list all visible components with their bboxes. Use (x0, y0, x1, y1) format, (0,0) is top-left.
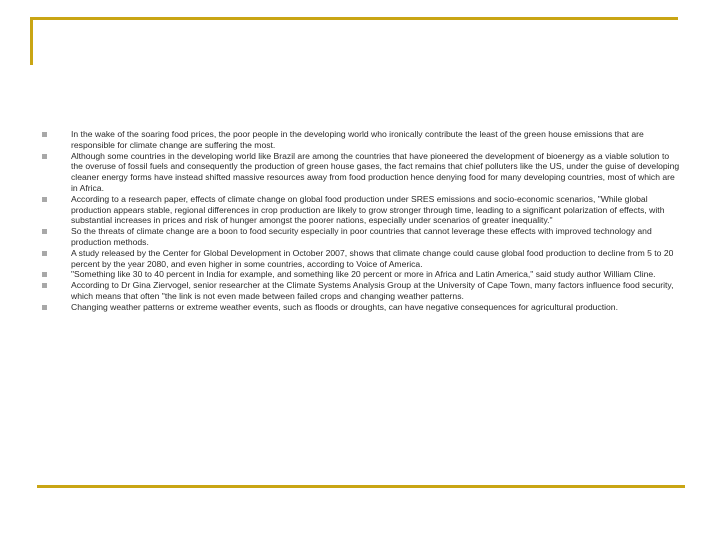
bullet-item-7 (40, 280, 690, 302)
square-bullet-icon (42, 229, 47, 234)
bullet-item-6 (40, 269, 690, 280)
bullet-item-2 (40, 151, 690, 194)
bullet-text: According to a research paper, effects of climate change on global food production under SRES emissions and socio-economic scenarios, "While global production appears stable, regional differences in crop production are likely to grow stronger through time, leading to a significant polarization of effects, with substantial increases in prices and risk of hunger amongst the poorer nations, especially under scenarios of greater inequality." (71, 193, 665, 226)
bullet-text: Changing weather patterns or extreme weather events, such as floods or droughts, can have negative consequences for agricultural production. (71, 301, 618, 312)
bullet-text: A study released by the Center for Global Development in October 2007, shows that climate change could cause global food production to decline from 5 to 20 percent by the year 2080, and even higher in some countries, according to Voice of America. (71, 247, 674, 269)
bullet-text: "Something like 30 to 40 percent in India for example, and something like 20 percent or more in Africa and Latin America," said study author William Cline. (71, 269, 656, 280)
square-bullet-icon (42, 197, 47, 202)
square-bullet-icon (42, 283, 47, 288)
bullet-text: In the wake of the soaring food prices, the poor people in the developing world who ironically contribute the least of the green house emissions that are responsible for climate change are suffering the most. (71, 129, 644, 150)
square-bullet-icon (42, 272, 47, 277)
bullet-item-8 (40, 302, 690, 313)
square-bullet-icon (42, 305, 47, 310)
bullet-text: According to Dr Gina Ziervogel, senior researcher at the Climate Systems Analysis Group at the University of Cape Town, many factors influence food security, which means that often "the link is not even made between failed crops and changing weather patterns. (71, 280, 674, 301)
square-bullet-icon (42, 132, 47, 137)
square-bullet-icon (42, 251, 47, 256)
bullet-item-1 (40, 129, 690, 151)
bullet-list (40, 129, 690, 313)
bullet-text: So the threats of climate change are a boon to food security especially in poor countries that cannot leverage these effects with improved technology and production methods. (71, 226, 652, 247)
square-bullet-icon (42, 154, 47, 159)
bullet-item-3 (40, 194, 690, 226)
bullet-text: Although some countries in the developing world like Brazil are among the countries that have pioneered the development of bioenergy as a viable solution to the overuse of fossil fuels and consequently the production of green house gases, the fact remains that chief polluters like the US, under the guise of developing cleaner energy forms have instead shifted massive resources away from food production hence denying food for many developing countries, most of which are in Africa. (71, 150, 680, 193)
frame-top-border (30, 17, 678, 20)
bullet-item-5 (40, 248, 690, 270)
frame-left-border (30, 17, 33, 65)
frame-bottom-border (37, 485, 685, 488)
bullet-item-4 (40, 226, 690, 248)
